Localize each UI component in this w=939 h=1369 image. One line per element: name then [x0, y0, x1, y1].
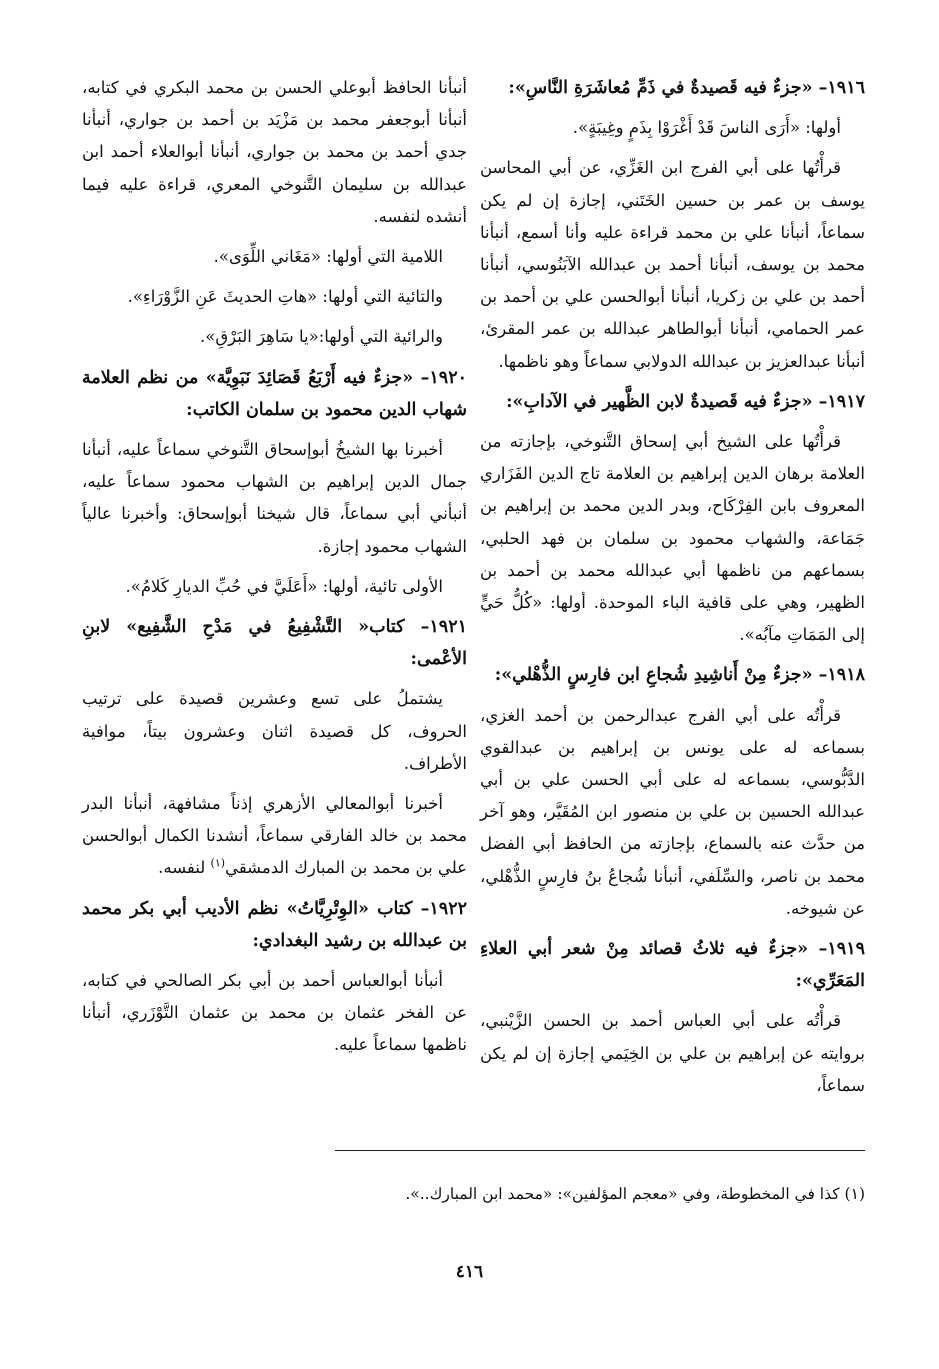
footnote-marker: (١): [210, 856, 226, 870]
entry-1919-title: ١٩١٩– «جزءٌ فيه ثلاثُ قصائد مِنْ شعر أبي العلاءِ المَعَرِّي»:: [480, 939, 865, 992]
entry-1916-body: قرأْتُها على أبي الفرج ابن الغَزِّي، عن أبي المحاسن يوسف بن عمر بن حسين الخَتَني، إجازة إن لم يكن سماعاً، أنبأنا علي بن محمد قراءة عليه وأنا أسمع، أنبأنا محمد بن يوسف، أنبأنا أحمد بن عبدالله الآبَنُوسي، أنبأنا أحمد بن علي بن زكريا، أنبأنا أبوالحسن علي بن أحمد بن عمر الحمامي، أنبأنا أبوالطاهر عبدالله بن عمر المقرئ، أنبأنا عبدالعزيز بن عبدالله الدولابي سماعاً وهو ناظمها.: [480, 158, 865, 371]
entry-1919-body: قرأْتُه على أبي العباس أحمد بن الحسن الزَّيْنبي، بروايته عن إبراهيم بن علي بن الخِيَمي إجازة إن لم يكن سماعاً،: [480, 1011, 865, 1095]
entry-1922-body: أنبأنا أبوالعباس أحمد بن أبي بكر الصالحي في كتابه، عن الفخر عثمان بن محمد بن عثمان التَّوْزَري، أنبأنا ناظمها سماعاً عليه.: [82, 971, 467, 1055]
footnote: (١) كذا في المخطوطة، وفي «معجم المؤلفين»: «محمد ابن المبارك..».: [405, 1184, 865, 1203]
entry-1916-title: ١٩١٦– «جزءٌ فيه قَصيدةٌ في ذَمِّ مُعاشَرَةِ النَّاسِ»:: [508, 78, 865, 98]
entry-1921-body-2-text: أخبرنا أبوالمعالي الأزهري إذناً مشافهة، أنبأنا البدر محمد بن خالد الفارقي سماعاً، أنشدنا الكمال أبوالحسن علي بن محمد بن المبارك الدمشقي: [82, 794, 467, 878]
entry-1920-title: ١٩٢٠– «جزءٌ فيه أَرْبَعُ قَصَائِدَ نَبَوِيَّة» من نظم العلامة شهاب الدين محمود بن سلمان الكاتب:: [82, 367, 467, 420]
entry-1921-body-1: يشتملُ على تسع وعشرين قصيدة على ترتيب الحروف، كل قصيدة اثنان وعشرون بيتاً، موافية الأطراف.: [82, 689, 467, 773]
entry-1917-body: قرأْتُها على الشيخ أبي إسحاق التَّنوخي، بإجازته من العلامة برهان الدين إبراهيم بن العلامة تاج الدين الفَزَاري المعروف بابن الفِرْكَاح، وبدر الدين محمد بن إبراهيم بن جَمَاعة، والشهاب محمود بن سلمان بن فهد الحلبي، بسماعهم من ناظمها أبي عبدالله محمد بن أحمد بن الظهير، وهي على قافية الباء الموحدة. أولها: «كُلُّ حَيٍّ إلى المَمَاتِ مآبُه».: [480, 432, 865, 645]
entry-1919-continuation: أنبأنا الحافظ أبوعلي الحسن بن محمد البكري في كتابه، أنبأنا أبوجعفر محمد بن مَزْيَد بن أحمد بن جواري، أنبأنا جدي أحمد بن محمد بن جواري، أنبأنا أبوالعلاء أحمد ابن عبدالله بن سليمان التَّنوخي المعري، قراءة عليه فيما أنشده لنفسه.: [82, 78, 467, 226]
entry-1918-title: ١٩١٨– «جزءٌ مِنْ أَناشِيدِ شُجاعِ ابن فارِسٍ الذُّهْلي»:: [494, 665, 865, 686]
poem-raiya: والرائية التي أولها:«يا سَاهِرَ البَرْقِ».: [200, 327, 443, 347]
poem-taiya: والتائية التي أولها: «هاتِ الحديثَ عَنِ الزَّوْرَاءِ».: [127, 287, 443, 307]
page-number: ٤١٦: [455, 1262, 484, 1282]
entry-1922-title: ١٩٢٢– كتاب «الوِتْرِيَّاتُ» نظم الأديب أبي بكر محمد بن عبدالله بن رشيد البغدادي:: [82, 898, 467, 951]
entry-1918-body: قرأْتُه على أبي الفرج عبدالرحمن بن أحمد الغزي، بسماعه له على يونس بن إبراهيم بن عبدالقوي الدَّبُّوسي، بسماعه له على أبي الحسن علي بن أبي عبدالله الحسين بن علي بن منصور ابن المُقَيَّر، وهو آخر من حدَّث عنه بالسماع، بإجازته من الحافظ أبي الفضل محمد بن ناصر، والسِّلَفي، أنبأنا شُجاعُ بنُ فارِسٍ الذُّهْلي، عن شيوخه.: [480, 705, 865, 918]
entry-1920-body: أخبرنا بها الشيخُ أبوإسحاق التَّنوخي سماعاً عليه، أنبأنا جمال الدين إبراهيم بن الشهاب محمود سماعاً عليه، أنبأني أبي سماعاً، قال شيخنا أبوإسحاق: وأخبرنا عالياً الشهاب محمود إجازة.: [82, 440, 467, 556]
left-column: [82, 72, 467, 1070]
entry-1921-body-2: [82, 788, 467, 885]
entry-1917-title: ١٩١٧– «جزءٌ فيه قَصيدةٌ لابن الظَّهير في الآدابِ»:: [506, 391, 865, 412]
entry-1921-body-2-end: لنفسه.: [158, 858, 211, 878]
entry-1921-title: ١٩٢١– كتاب« التَّشْفِيعُ في مَدْحِ الشَّفِيع» لابنِ الأعْمى:: [82, 617, 467, 670]
entry-1916-first-line: أولها: «أَرَى الناسَ قَدْ أَغْرَوْا بِذَمٍ وغِيبَةٍ».: [572, 118, 841, 138]
right-column: [480, 72, 865, 1110]
footnote-divider: [335, 1150, 865, 1151]
entry-1920-first-line: الأولى تائية، أولها: «أَعَلَيَّ في حُبِّ الديارِ كَلامُ».: [125, 576, 443, 596]
poem-lamiya: اللامية التي أولها: «مَغَاني اللِّوَى».: [213, 247, 443, 267]
